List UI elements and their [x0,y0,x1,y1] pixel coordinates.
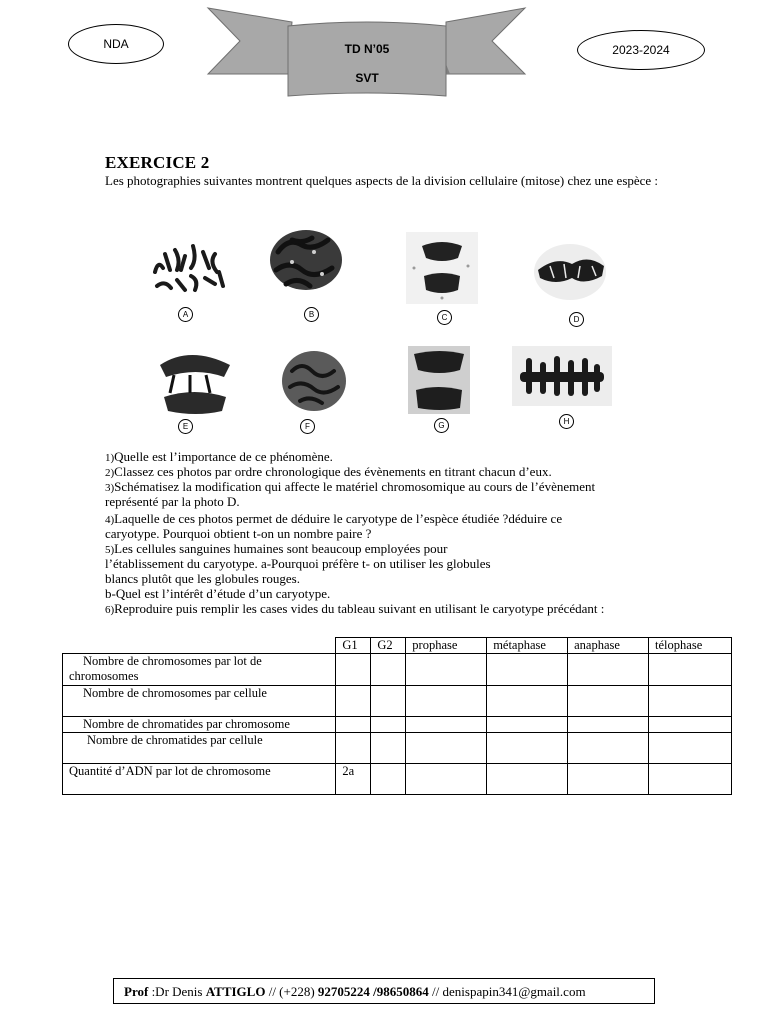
column-header: G2 [371,638,406,654]
exercise-intro: Les photographies suivantes montrent quelques aspects de la division cellulaire (mitose) chez une espèce : [105,173,659,188]
micrograph-c [402,228,482,308]
column-header: G1 [336,638,371,654]
question-4: 4)Laquelle de ces photos permet de déduire le caryotype de l’espèce étudiée ?déduire ce [105,511,563,526]
table-row [63,686,732,717]
table-cell [487,686,568,717]
table-cell [649,717,732,733]
photo-label-b: B [304,307,319,322]
micrograph-a [145,232,235,302]
row-label: Nombre de chromatides par chromosome [63,717,336,733]
question-5-cont1: l’établissement du caryotype. a-Pourquoi préfère t- on utiliser les globules [105,556,491,571]
phone-numbers: 92705224 /98650864 [317,984,429,999]
table-cell [568,733,649,764]
footer-contact [113,978,655,1004]
table-cell [487,717,568,733]
table-cell [406,717,487,733]
table-header-row [63,638,732,654]
question-5: 5)Les cellules sanguines humaines sont beaucoup employées pour [105,541,448,556]
micrograph-g [406,344,472,416]
prof-label: Prof [124,984,149,999]
row-label: Nombre de chromosomes par cellule [63,686,336,717]
micrograph-b [262,222,352,302]
question-2: 2)Classez ces photos par ordre chronologique des évènements en titrant chacun d’eux. [105,464,552,479]
exercise-title: EXERCICE 2 [105,153,210,172]
prof-surname: ATTIGLO [205,984,266,999]
table-cell [487,733,568,764]
column-header: prophase [406,638,487,654]
table-cell [406,686,487,717]
school-year: 2023-2024 [612,43,670,57]
micrograph-h [512,346,612,406]
photo-label-d: D [569,312,584,327]
table-cell [568,764,649,795]
table-cell [336,733,371,764]
header-right-oval [577,30,705,70]
table-cell [371,733,406,764]
column-header: anaphase [568,638,649,654]
email-text: // denispapin341@gmail.com [428,984,586,999]
table-cell [487,654,568,686]
table-cell [649,654,732,686]
column-header: métaphase [487,638,568,654]
table-cell [336,654,371,686]
table-cell: 2a [336,764,371,795]
table-cell [568,717,649,733]
photo-label-f: F [300,419,315,434]
table-cell [371,717,406,733]
micrograph-e [150,345,240,417]
photo-label-a: A [178,307,193,322]
question-5-b: b-Quel est l’intérêt d’étude d’un caryotype. [105,586,331,601]
micrograph-f [274,345,354,417]
table-cell [336,717,371,733]
phase-table [62,637,732,795]
table-cell [487,764,568,795]
photo-label-h: H [559,414,574,429]
header-left-label: NDA [103,37,129,51]
prof-name-prefix: :Dr Denis [151,984,206,999]
photo-label-e: E [178,419,193,434]
banner-subject: SVT [355,71,379,85]
table-row [63,654,732,686]
column-header: télophase [649,638,732,654]
question-5-cont2: blancs plutôt que les globules rouges. [105,571,300,586]
question-4-cont: caryotype. Pourquoi obtient t-on un nombre paire ? [105,526,372,541]
table-cell [371,686,406,717]
row-label: Quantité d’ADN par lot de chromosome [63,764,336,795]
table-cell [568,686,649,717]
table-row [63,733,732,764]
table-cell [649,733,732,764]
table-row [63,717,732,733]
table-cell [336,686,371,717]
table-cell [371,654,406,686]
question-3-cont: représenté par la photo D. [105,494,240,509]
table-row [63,764,732,795]
row-label: Nombre de chromatides par cellule [63,733,336,764]
row-label: Nombre de chromosomes par lot de chromosomes [63,654,336,686]
photo-label-c: C [437,310,452,325]
micrograph-d [530,236,612,306]
table-cell [649,764,732,795]
photo-label-g: G [434,418,449,433]
table-cell [649,686,732,717]
phone-prefix: // (+228) [265,984,318,999]
question-6: 6)Reproduire puis remplir les cases vides du tableau suivant en utilisant le caryotype précédant : [105,601,605,616]
table-cell [406,654,487,686]
question-1: 1)Quelle est l’importance de ce phénomène. [105,449,333,464]
header-left-oval [68,24,164,64]
question-3: 3)Schématisez la modification qui affecte le matériel chromosomique au cours de l’évènement [105,479,596,494]
table-cell [406,733,487,764]
table-corner [63,638,336,654]
table-cell [568,654,649,686]
table-cell [371,764,406,795]
banner-title: TD N’05 [344,42,390,56]
table-cell [406,764,487,795]
